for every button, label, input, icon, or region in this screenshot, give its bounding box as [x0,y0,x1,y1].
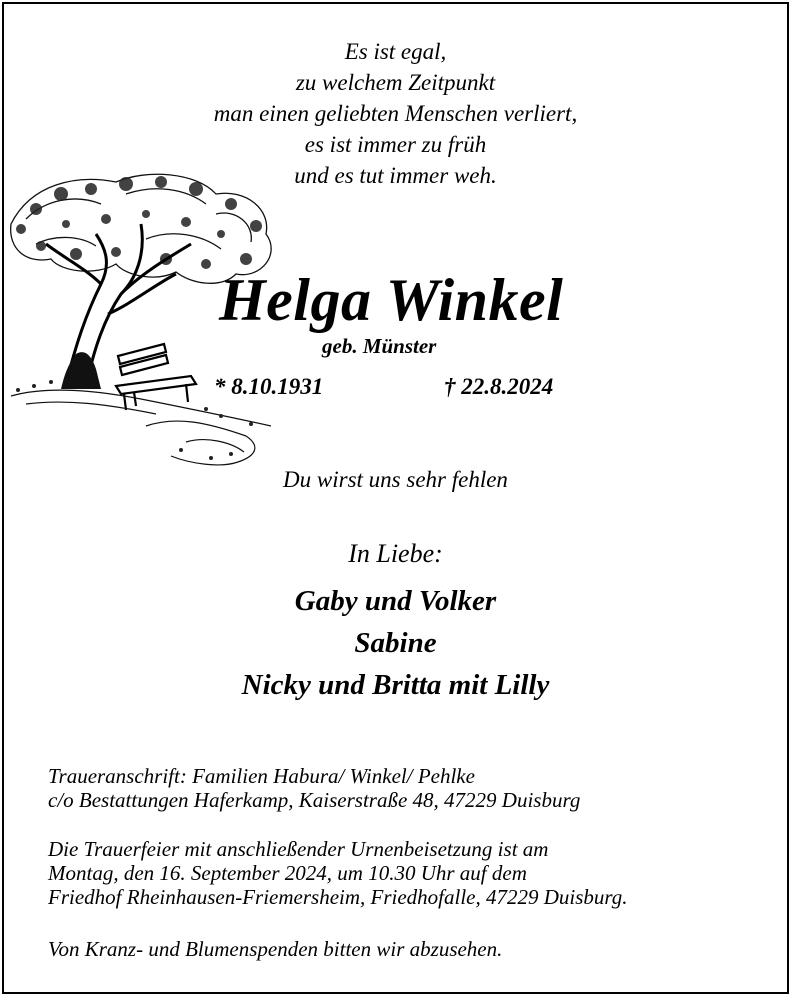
mourning-address [48,764,580,812]
in-love-heading: In Liebe: [348,539,443,568]
address-line: c/o Bestattungen Haferkamp, Kaiserstraße 48, 47229 Duisburg [48,788,581,812]
ceremony-details [48,837,628,909]
death-date: † 22.8.2024 [444,374,554,399]
poem-line: man einen geliebten Menschen verliert, [213,101,578,126]
maiden-name: geb. Münster [322,334,437,358]
family-line: Sabine [354,627,437,659]
deceased-name: Helga Winkel [219,267,564,333]
ceremony-line: Montag, den 16. September 2024, um 10.30 Uhr auf dem [48,861,527,885]
ceremony-line: Die Trauerfeier mit anschließender Urnenbeisetzung ist am [48,837,549,861]
family-line: Nicky und Britta mit Lilly [241,669,550,701]
farewell-message: Du wirst uns sehr fehlen [283,467,508,492]
obituary-notice [2,2,789,994]
family-names [4,580,787,706]
family-line: Gaby und Volker [294,585,497,617]
flowers-note: Von Kranz- und Blumenspenden bitten wir abzusehen. [48,937,503,961]
poem-line: und es tut immer weh. [294,163,497,188]
ceremony-line: Friedhof Rheinhausen-Friemersheim, Friedhofalle, 47229 Duisburg. [48,885,628,909]
poem-line: Es ist egal, [344,39,447,64]
address-line: Traueranschrift: Familien Habura/ Winkel/ Pehlke [48,764,475,788]
poem-line: es ist immer zu früh [304,132,487,157]
poem-line: zu welchem Zeitpunkt [295,70,496,95]
birth-date: * 8.10.1931 [214,374,324,399]
